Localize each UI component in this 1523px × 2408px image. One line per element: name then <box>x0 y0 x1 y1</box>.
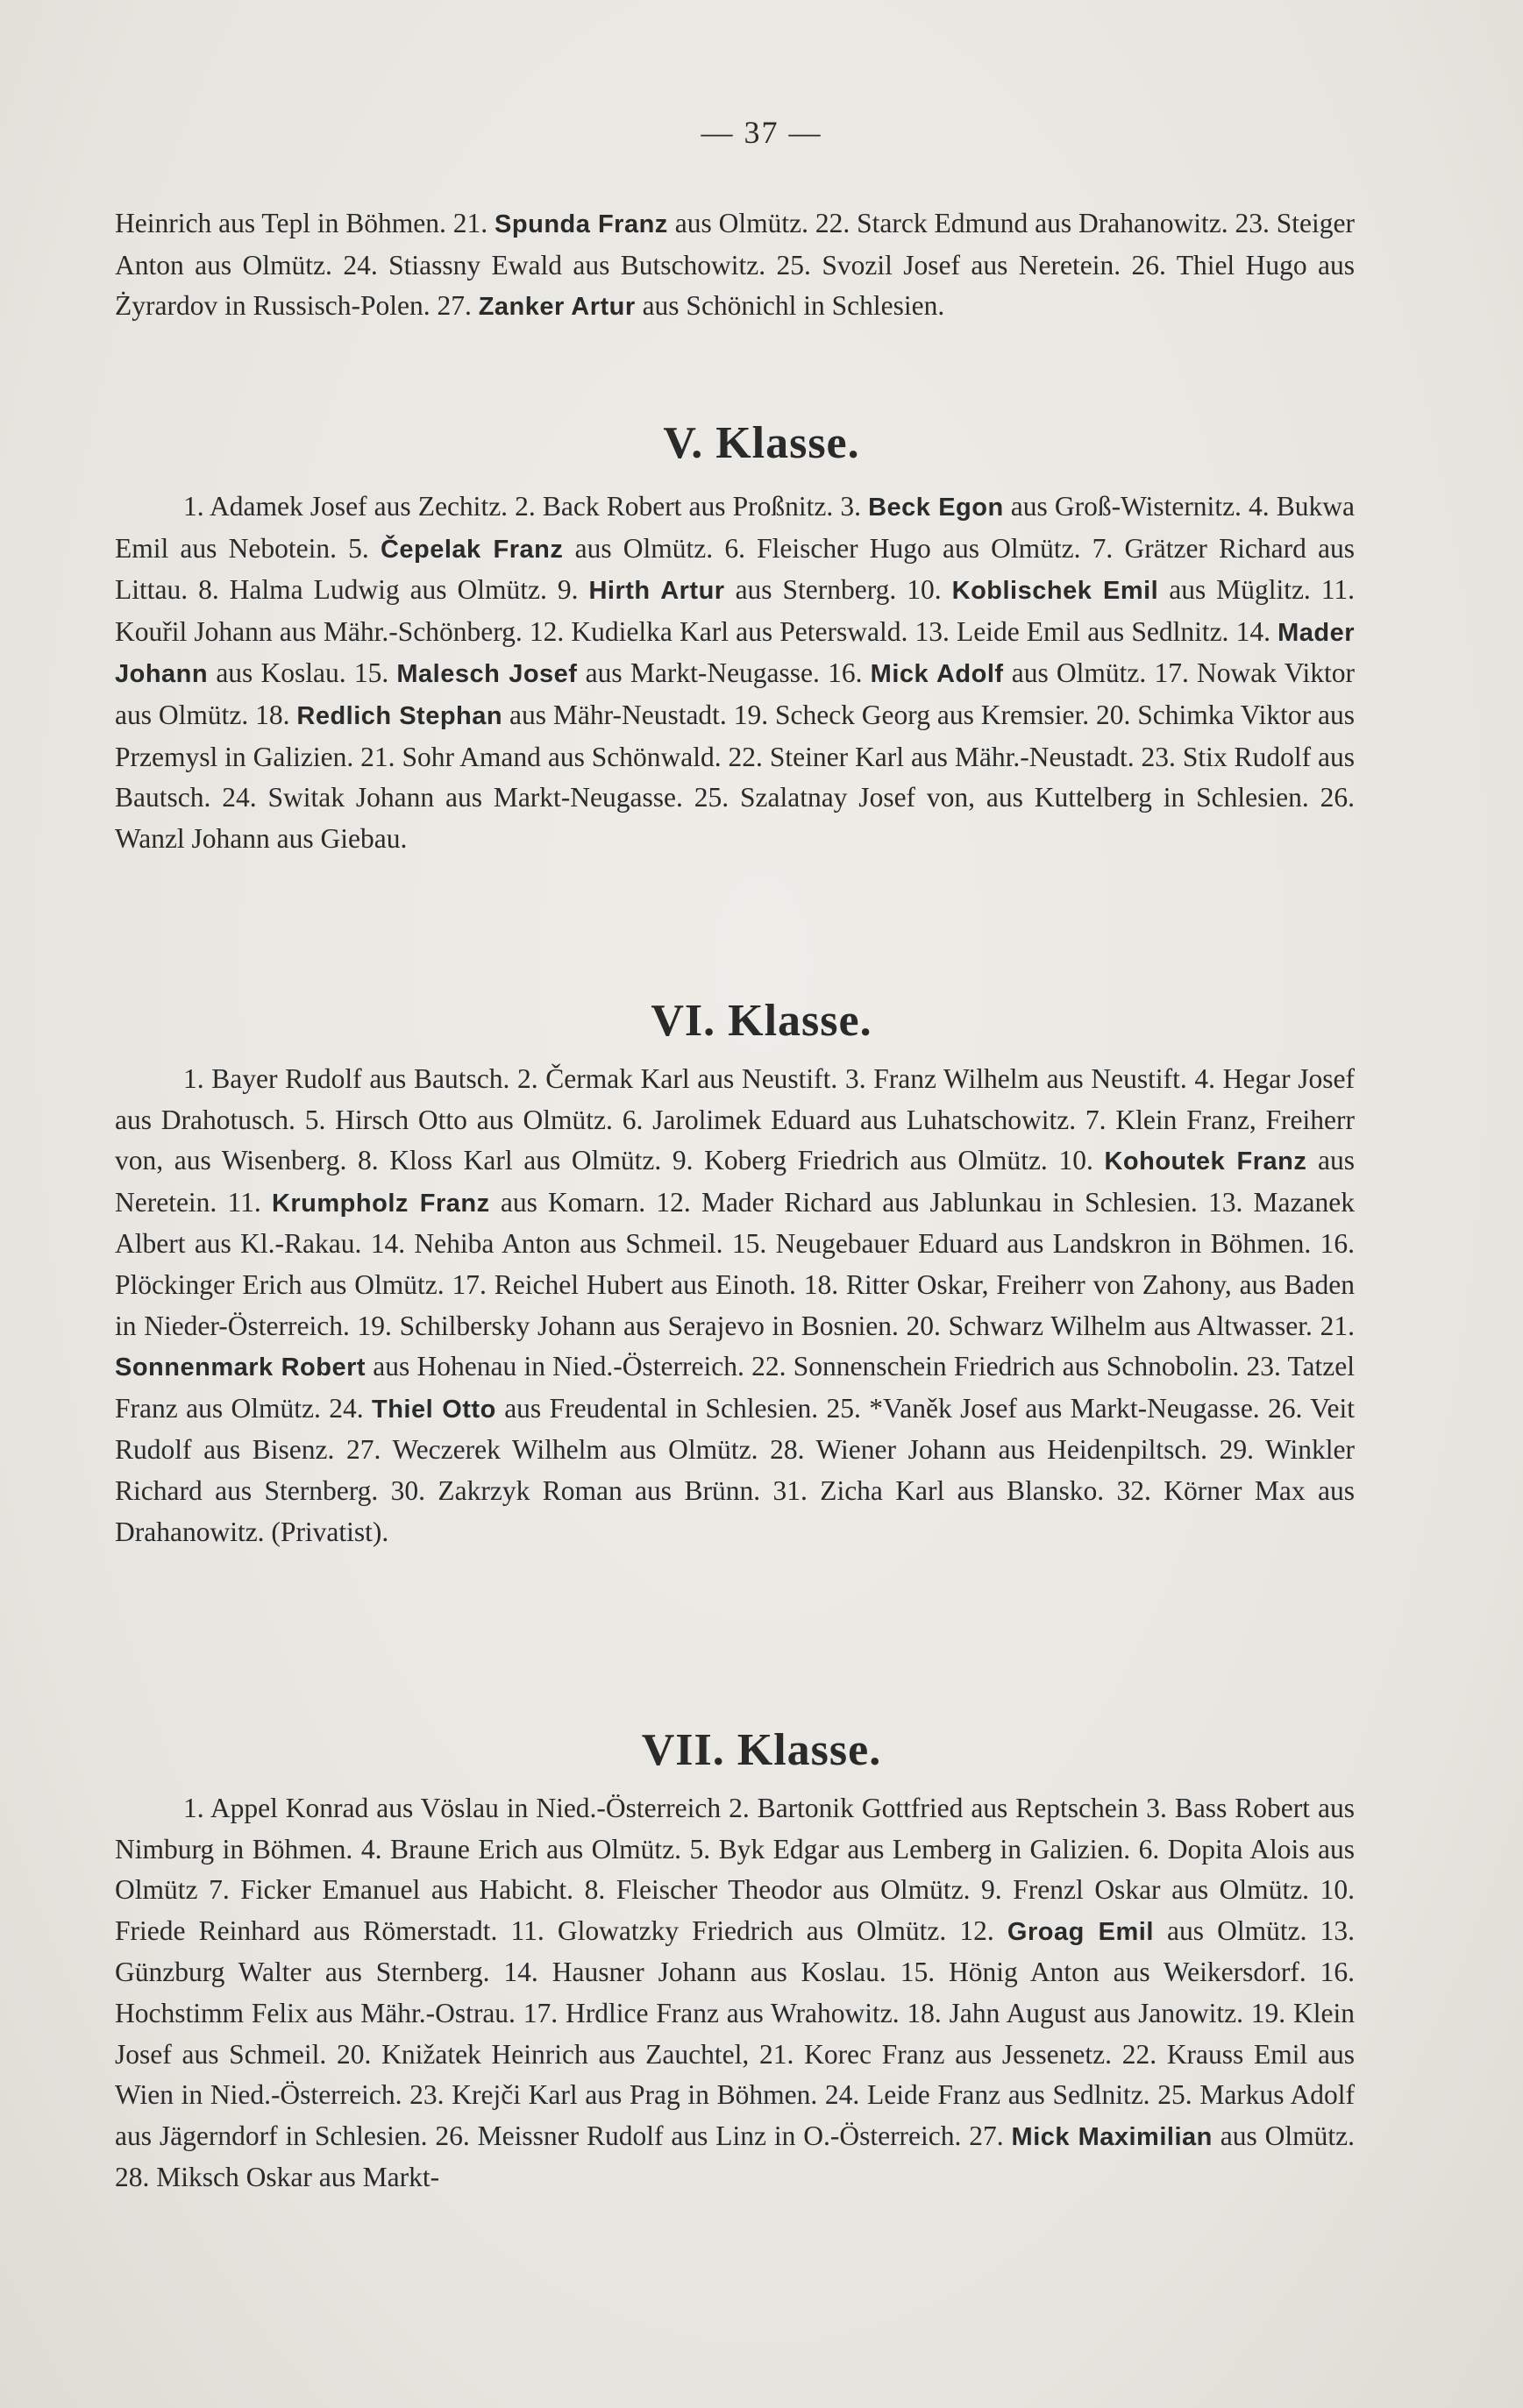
highlighted-name: Spunda Franz <box>495 210 668 238</box>
highlighted-name: Mick Adolf <box>870 660 1004 689</box>
highlighted-name: Mader Johann <box>115 618 1355 689</box>
text-run: aus Olmütz. 28. Miksch Oskar aus Markt- <box>115 2120 1355 2193</box>
intro-paragraph <box>115 203 1355 328</box>
highlighted-name: Kohoutek Franz <box>1104 1147 1307 1176</box>
heading-vi-klasse: VI. Klasse. <box>651 996 872 1046</box>
text-run: aus Komarn. 12. Mader Richard aus Jablunkau in Schlesien. 13. Mazanek Albert aus Kl.-Rakau. 14. Nehiba Anton aus Schmeil. 15. Neugebauer Eduard aus Landskron in Böhmen. 16. Plöckinger Erich aus Olmütz. 17. Reichel Hubert aus Einoth. 18. Ritter Oskar, Freiherr von Zahony, aus Baden in Nieder-Österreich. 19. Schilbersky Johann aus Serajevo in Bosnien. 20. Schwarz Wilhelm aus Altwasser. 21. <box>115 1186 1355 1341</box>
text-run: aus Müglitz. 11. Kouřil Johann aus Mähr.-Schönberg. 12. Kudielka Karl aus Peterswald. 13. Leide Emil aus Sedlnitz. 14. <box>115 574 1355 647</box>
text-run: aus Markt-Neugasse. 16. <box>577 657 871 689</box>
text-run: aus Olmütz. 22. Starck Edmund aus Drahanowitz. 23. Steiger Anton aus Olmütz. 24. Stiassny Ewald aus Butschowitz. 25. Svozil Josef aus Neretein. 26. Thiel Hugo aus Żyrardov in Russisch-Polen. 27. <box>115 208 1355 322</box>
class-v-text <box>115 487 1355 859</box>
text-run: 1. Bayer Rudolf aus Bautsch. 2. Čermak Karl aus Neustift. 3. Franz Wilhelm aus Neustift. 4. Hegar Josef aus Drahotusch. 5. Hirsch Otto aus Olmütz. 6. Jarolimek Eduard aus Luhatschowitz. 7. Klein Franz, Freiherr von, aus Wisenberg. 8. Kloss Karl aus Olmütz. 9. Koberg Friedrich aus Olmütz. 10. <box>115 1063 1355 1176</box>
highlighted-name: Thiel Otto <box>371 1395 496 1424</box>
class-vii-text <box>115 1788 1355 2198</box>
highlighted-name: Groag Emil <box>1007 1917 1154 1946</box>
text-run: aus Freudental in Schlesien. 25. *Vaněk Josef aus Markt-Neugasse. 26. Veit Rudolf aus Bisenz. 27. Weczerek Wilhelm aus Olmütz. 28. Wiener Johann aus Heidenpiltsch. 29. Winkler Richard aus Sternberg. 30. Zakrzyk Roman aus Brünn. 31. Zicha Karl aus Blansko. 32. Körner Max aus Drahanowitz. (Privatist). <box>115 1392 1355 1547</box>
highlighted-name: Sonnenmark Robert <box>115 1353 367 1382</box>
highlighted-name: Mick Maximilian <box>1011 2122 1213 2151</box>
highlighted-name: Malesch Josef <box>396 660 578 689</box>
text-run: aus Schönichl in Schlesien. <box>635 290 945 322</box>
text-run: 1. Adamek Josef aus Zechitz. 2. Back Robert aus Proßnitz. 3. <box>183 491 869 522</box>
highlighted-name: Zanker Artur <box>478 293 636 322</box>
text-run: aus Olmütz. 13. Günzburg Walter aus Sternberg. 14. Hausner Johann aus Koslau. 15. Hönig Anton aus Weikersdorf. 16. Hochstimm Felix aus Mähr.-Ostrau. 17. Hrdlice Franz aus Wrahowitz. 18. Jahn August aus Janowitz. 19. Klein Josef aus Schmeil. 20. Knižatek Heinrich aus Zauchtel, 21. Korec Franz aus Jessenetz. 22. Krauss Emil aus Wien in Nied.-Österreich. 23. Krejči Karl aus Prag in Böhmen. 24. Leide Franz aus Sedlnitz. 25. Markus Adolf aus Jägerndorf in Schlesien. 26. Meissner Rudolf aus Linz in O.-Österreich. 27. <box>115 1914 1355 2151</box>
text-run: aus Hohenau in Nied.-Österreich. 22. Sonnenschein Friedrich aus Schnobolin. 23. Tatzel Franz aus Olmütz. 24. <box>115 1351 1355 1424</box>
text-run: aus Groß-Wisternitz. 4. Bukwa Emil aus Nebotein. 5. <box>115 491 1355 564</box>
highlighted-name: Redlich Stephan <box>296 701 503 730</box>
heading-vii-klasse: VII. Klasse. <box>641 1725 882 1775</box>
text-run: Heinrich aus Tepl in Böhmen. 21. <box>115 208 495 238</box>
intro-text <box>115 203 1355 328</box>
text-run: aus Neretein. 11. <box>115 1145 1355 1218</box>
class-vii-list <box>115 1788 1355 2198</box>
text-run: aus Olmütz. 17. Nowak Viktor aus Olmütz. 18. <box>115 657 1355 730</box>
text-run: 1. Appel Konrad aus Vöslau in Nied.-Österreich 2. Bartonik Gottfried aus Reptschein 3. Bass Robert aus Nimburg in Böhmen. 4. Braune Erich aus Olmütz. 5. Byk Edgar aus Lemberg in Galizien. 6. Dopita Alois aus Olmütz 7. Ficker Emanuel aus Habicht. 8. Fleischer Theodor aus Olmütz. 9. Frenzl Oskar aus Olmütz. 10. Friede Reinhard aus Römerstadt. 11. Glowatzky Friedrich aus Olmütz. 12. <box>115 1793 1355 1946</box>
text-run: aus Koslau. 15. <box>208 657 397 689</box>
class-vi-text <box>115 1059 1355 1552</box>
highlighted-name: Koblischek Emil <box>951 577 1159 606</box>
text-run: aus Olmütz. 6. Fleischer Hugo aus Olmütz. 7. Grätzer Richard aus Littau. 8. Halma Ludwig aus Olmütz. 9. <box>115 532 1355 606</box>
text-run: aus Sternberg. 10. <box>724 574 952 606</box>
highlighted-name: Beck Egon <box>868 494 1004 522</box>
heading-v-klasse: V. Klasse. <box>663 418 860 468</box>
class-vi-list <box>115 1059 1355 1552</box>
text-run: aus Mähr-Neustadt. 19. Scheck Georg aus Kremsier. 20. Schimka Viktor aus Przemysl in Galizien. 21. Sohr Amand aus Schönwald. 22. Steiner Karl aus Mähr.-Neustadt. 23. Stix Rudolf aus Bautsch. 24. Switak Johann aus Markt-Neugasse. 25. Szalatnay Josef von, aus Kuttelberg in Schlesien. 26. Wanzl Johann aus Giebau. <box>115 699 1355 854</box>
class-v-list <box>115 487 1355 859</box>
highlighted-name: Hirth Artur <box>588 577 725 606</box>
highlighted-name: Krumpholz Franz <box>271 1189 490 1218</box>
page-number: — 37 — <box>701 115 822 150</box>
highlighted-name: Čepelak Franz <box>380 535 564 564</box>
